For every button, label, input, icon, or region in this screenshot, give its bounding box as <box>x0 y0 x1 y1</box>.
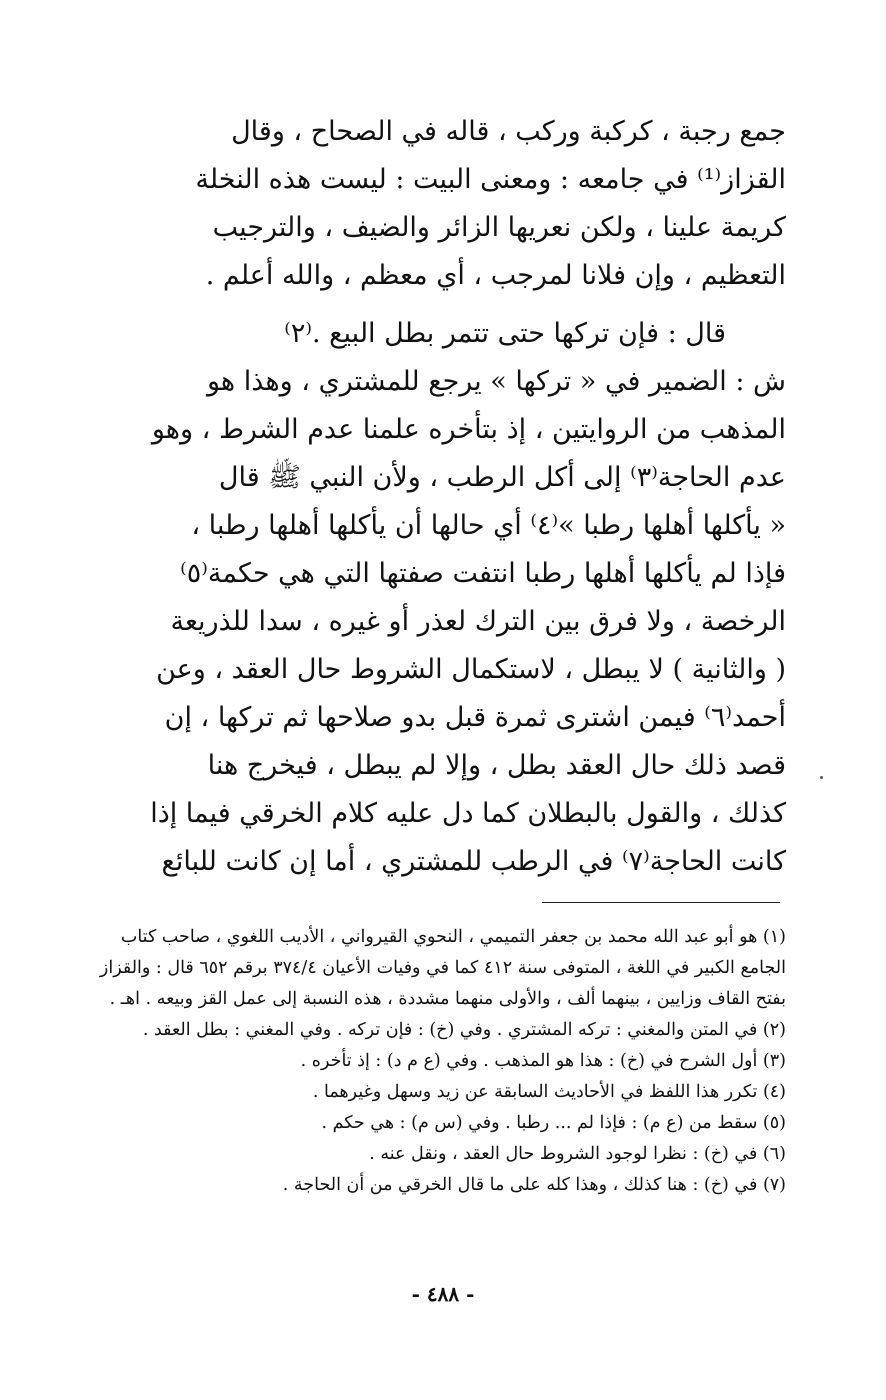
text-line: « يأكلها أهلها رطبا »⁽٤⁾ أي حالها أن يأكلها أهلها رطبا ، <box>191 510 786 541</box>
footnote-line: (١) هو أبو عبد الله محمد بن جعفر التميمي ، النحوي القيرواني ، الأديب اللغوي ، صاحب كتاب <box>120 927 786 947</box>
text-line: القزاز⁽¹⁾ في جامعه : ومعنى البيت : ليست هذه النخلة <box>195 164 786 195</box>
main-text <box>100 108 786 886</box>
text-line: قصد ذلك حال العقد بطل ، وإلا لم يبطل ، فيخرج هنا <box>207 750 786 781</box>
text-line: كذلك ، والقول بالبطلان كما دل عليه كلام الخرقي فيما إذا <box>150 798 786 829</box>
footnote-line: (٣) أول الشرح في (خ) : هذا هو المذهب . وفي (ع م د) : إذ تأخره . <box>300 1051 786 1071</box>
text-line: كانت الحاجة⁽٧⁾ في الرطب للمشتري ، أما إن كانت للبائع <box>161 846 786 877</box>
text-line: قال : فإن تركها حتى تتمر بطل البيع .⁽٢⁾ <box>284 318 726 349</box>
footnote-line: (٦) في (خ) : نظرا لوجود الشروط حال العقد ، ونقل عنه . <box>369 1144 786 1164</box>
text-line: ( والثانية ) لا يبطل ، لاستكمال الشروط حال العقد ، وعن <box>156 654 786 685</box>
footnote-line: (٧) في (خ) : هنا كذلك ، وهذا كله على ما قال الخرقي من أن الحاجة . <box>282 1175 786 1195</box>
footnote-line: الجامع الكبير في اللغة ، المتوفى سنة ٤١٢ كما في وفيات الأعيان ٣٧٤/٤ برقم ٦٥٢ قال : والقزاز <box>99 958 786 978</box>
text-line: عدم الحاجة⁽٣⁾ إلى أكل الرطب ، ولأن النبي ﷺ قال <box>218 462 786 493</box>
text-line: ش : الضمير في « تركها » يرجع للمشتري ، وهذا هو <box>206 366 786 397</box>
text-line: فإذا لم يأكلها أهلها رطبا انتفت صفتها التي هي حكمة⁽٥⁾ <box>180 558 786 589</box>
footnote-line: (٥) سقط من (ع م) : فإذا لم ... رطبا . وفي (س م) : هي حكم . <box>321 1113 786 1133</box>
text-line: المذهب من الروايتين ، إذ بتأخره علمنا عدم الشرط ، وهو <box>151 414 786 445</box>
footnotes <box>98 922 786 1201</box>
speck-mark <box>820 776 823 779</box>
text-line: أحمد⁽٦⁾ فيمن اشترى ثمرة قبل بدو صلاحها ثم تركها ، إن <box>164 702 786 733</box>
footnote-line: بفتح القاف وزايين ، بينهما ألف ، والأولى منهما مشددة ، هذه النسبة إلى عمل القز وبيعه . اهـ . <box>109 989 786 1009</box>
footnote-line: (٢) في المتن والمغني : تركه المشتري . وفي (خ) : فإن تركه . وفي المغني : بطل العقد . <box>142 1020 786 1040</box>
page-number: - ٤٨٨ - <box>411 1282 475 1306</box>
text-line: الرخصة ، ولا فرق بين الترك لعذر أو غيره ، سدا للذريعة <box>170 606 786 637</box>
text-line: كريمة علينا ، ولكن نعريها الزائر والضيف ، والترجيب <box>212 212 786 243</box>
footnote-divider <box>542 902 780 903</box>
text-line: جمع رجبة ، كركبة وركب ، قاله في الصحاح ، وقال <box>231 116 786 147</box>
text-line: التعظيم ، وإن فلانا لمرجب ، أي معظم ، والله أعلم . <box>205 260 786 291</box>
footnote-line: (٤) تكرر هذا اللفظ في الأحاديث السابقة عن زيد وسهل وغيرهما . <box>312 1082 786 1102</box>
